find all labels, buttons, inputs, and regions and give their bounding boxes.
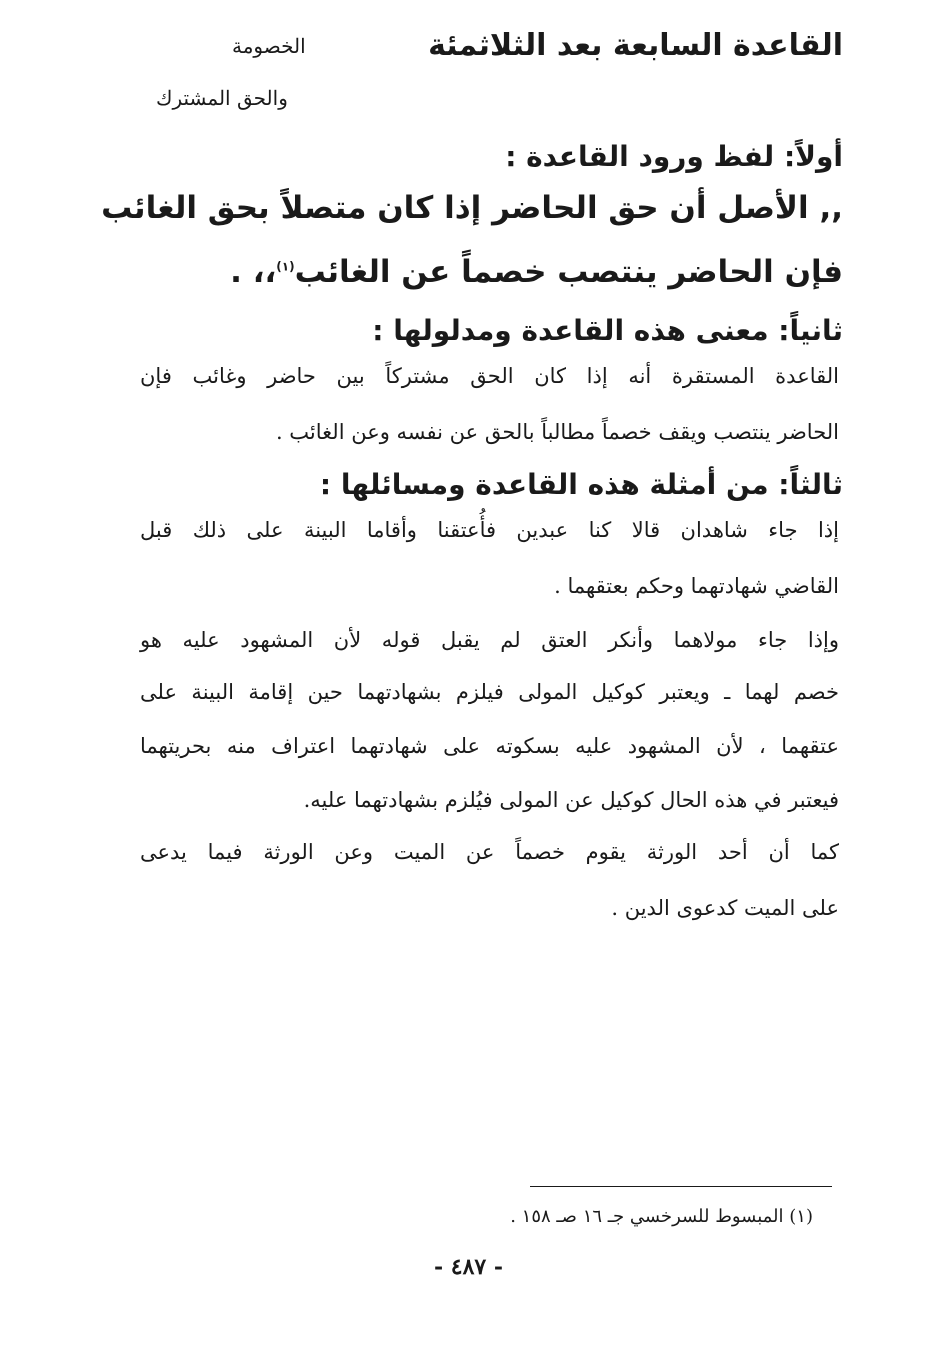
section2-title: ثانياً: معنى هذه القاعدة ومدلولها : — [372, 314, 843, 347]
topic-label-line1: الخصومة — [232, 34, 306, 58]
section3-line: على الميت كدعوى الدين . — [611, 896, 839, 920]
rule-statement-text: فإن الحاضر ينتصب خصماً عن الغائب — [294, 254, 843, 290]
section3-line: فيعتبر في هذه الحال كوكيل عن المولى فيُلزم بشهادتهما عليه. — [303, 788, 839, 812]
rule-heading: القاعدة السابعة بعد الثلاثمئة — [428, 28, 843, 63]
section3-line: إذا جاء شاهدان قالا كنا عبدين فأُعتقنا وأقاما البينة على ذلك قبل — [140, 518, 839, 542]
footnote: (١) المبسوط للسرخسي جـ ١٦ صـ ١٥٨ . — [510, 1206, 813, 1227]
section1-title: أولاً: لفظ ورود القاعدة : — [505, 140, 843, 173]
section2-line: الحاضر ينتصب ويقف خصماً مطالباً بالحق عن نفسه وعن الغائب . — [275, 420, 839, 444]
footnote-reference: (١) — [276, 259, 295, 274]
rule-statement-line1: ,, الأصل أن حق الحاضر إذا كان متصلاً بحق الغائب — [101, 190, 843, 226]
section3-line: عتقهما ، لأن المشهود عليه بسكوته على شهادتهما اعتراف منه بحريتهما — [140, 734, 839, 758]
section3-line: وإذا جاء مولاهما وأنكر العتق لم يقبل قوله لأن المشهود عليه هو — [140, 628, 839, 652]
rule-statement-line2 — [230, 254, 843, 290]
section3-title: ثالثاً: من أمثلة هذه القاعدة ومسائلها : — [319, 468, 843, 501]
section3-line: القاضي شهادتهما وحكم بعتقهما . — [554, 574, 839, 598]
footnote-divider — [530, 1186, 832, 1187]
topic-label-line2: والحق المشترك — [156, 86, 288, 110]
page-number: - ٤٨٧ - — [434, 1254, 504, 1280]
section2-line: القاعدة المستقرة أنه إذا كان الحق مشتركاً بين حاضر وغائب فإن — [140, 364, 839, 388]
rule-statement-close: ،، . — [230, 254, 277, 290]
section3-line: خصم لهما ـ ويعتبر كوكيل المولى فيلزم بشهادتهما حين إقامة البينة على — [140, 680, 839, 704]
section3-line: كما أن أحد الورثة يقوم خصماً عن الميت وعن الورثة فيما يدعى — [140, 840, 839, 864]
